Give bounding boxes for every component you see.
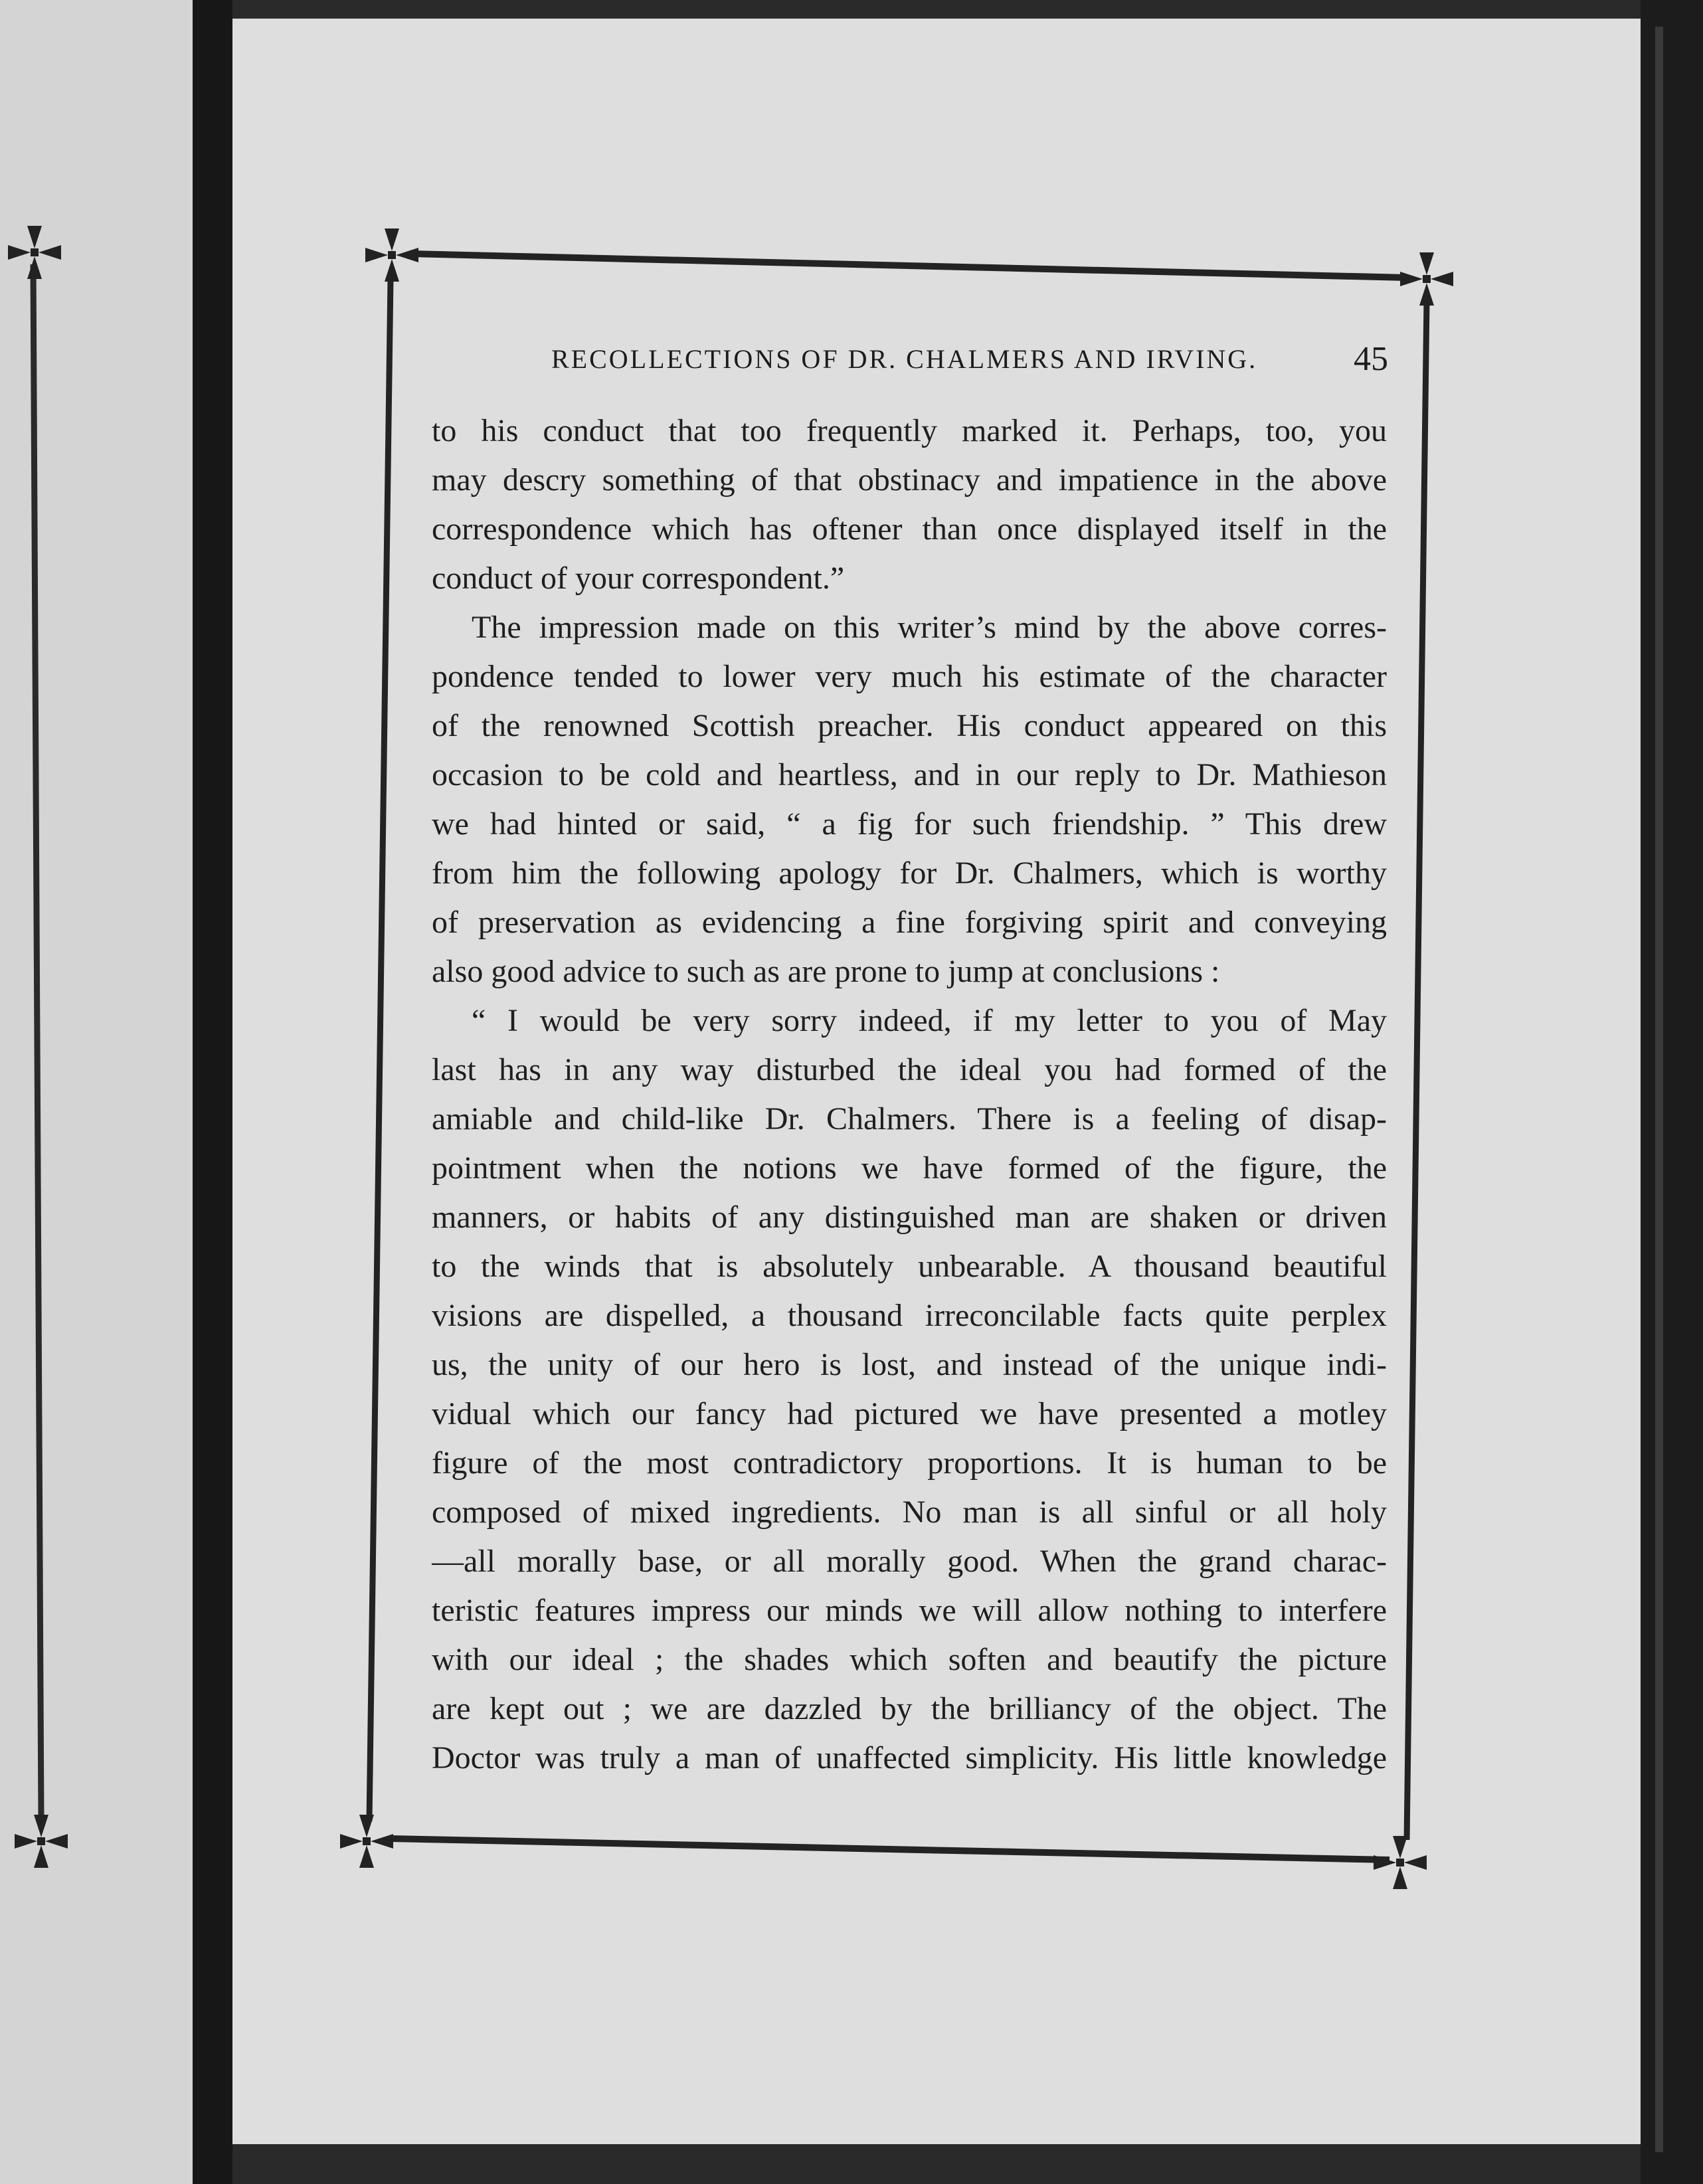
text-line: last has in any way disturbed the ideal you had formed of the bbox=[432, 1052, 1387, 1087]
cross-ornament-icon bbox=[365, 228, 418, 282]
cross-ornament-icon bbox=[1400, 252, 1453, 306]
running-title: RECOLLECTIONS OF DR. CHALMERS AND IRVING. bbox=[551, 343, 1258, 374]
text-line: —all morally base, or all morally good. When the grand charac- bbox=[432, 1544, 1387, 1579]
cross-ornament-icon bbox=[8, 226, 61, 279]
text-line: from him the following apology for Dr. Chalmers, which is worthy bbox=[432, 856, 1387, 891]
text-line: manners, or habits of any distinguished man are shaken or driven bbox=[432, 1200, 1387, 1235]
previous-page-border bbox=[8, 226, 68, 1868]
text-line: visions are dispelled, a thousand irreconcilable facts quite perplex bbox=[432, 1298, 1387, 1333]
text-line: vidual which our fancy had pictured we have presented a motley bbox=[432, 1396, 1387, 1431]
text-line: conduct of your correspondent.” bbox=[432, 561, 845, 596]
text-line: Doctor was truly a man of unaffected simplicity. His little knowledge bbox=[432, 1740, 1387, 1775]
text-line: pointment when the notions we have formed of the figure, the bbox=[432, 1150, 1387, 1186]
text-line: us, the unity of our hero is lost, and instead of the unique indi- bbox=[432, 1347, 1387, 1382]
cross-ornament-icon bbox=[340, 1815, 393, 1868]
running-head bbox=[551, 332, 1388, 385]
cross-ornament-icon bbox=[15, 1815, 68, 1868]
text-line: to the winds that is absolutely unbearable. A thousand beautiful bbox=[432, 1249, 1387, 1284]
text-line: of preservation as evidencing a fine forgiving spirit and conveying bbox=[432, 905, 1387, 940]
text-line: The impression made on this writer’s mind by the above corres- bbox=[472, 610, 1387, 645]
body-text bbox=[432, 407, 1387, 1783]
text-line: correspondence which has oftener than once displayed itself in the bbox=[432, 511, 1387, 547]
cross-ornament-icon bbox=[1374, 1836, 1427, 1889]
text-line: to his conduct that too frequently marked it. Perhaps, too, you bbox=[432, 413, 1387, 448]
text-line: we had hinted or said, “ a fig for such friendship. ” This drew bbox=[432, 806, 1387, 842]
text-line: composed of mixed ingredients. No man is all sinful or all holy bbox=[432, 1495, 1387, 1530]
text-line: with our ideal ; the shades which soften and beautify the picture bbox=[432, 1642, 1387, 1677]
text-line: “ I would be very sorry indeed, if my letter to you of May bbox=[472, 1003, 1387, 1038]
text-line: are kept out ; we are dazzled by the brilliancy of the object. The bbox=[432, 1691, 1387, 1726]
text-line: also good advice to such as are prone to jump at conclusions : bbox=[432, 954, 1220, 989]
text-line: figure of the most contradictory proportions. It is human to be bbox=[432, 1445, 1387, 1481]
text-line: amiable and child-like Dr. Chalmers. There is a feeling of disap- bbox=[432, 1101, 1387, 1137]
text-line: occasion to be cold and heartless, and in our reply to Dr. Mathieson bbox=[432, 757, 1387, 792]
text-line: may descry something of that obstinacy and impatience in the above bbox=[432, 462, 1387, 498]
page-number: 45 bbox=[1354, 339, 1388, 378]
text-line: pondence tended to lower very much his estimate of the character bbox=[432, 659, 1387, 694]
text-line: of the renowned Scottish preacher. His conduct appeared on this bbox=[432, 708, 1387, 743]
text-line: teristic features impress our minds we will allow nothing to interfere bbox=[432, 1593, 1387, 1628]
